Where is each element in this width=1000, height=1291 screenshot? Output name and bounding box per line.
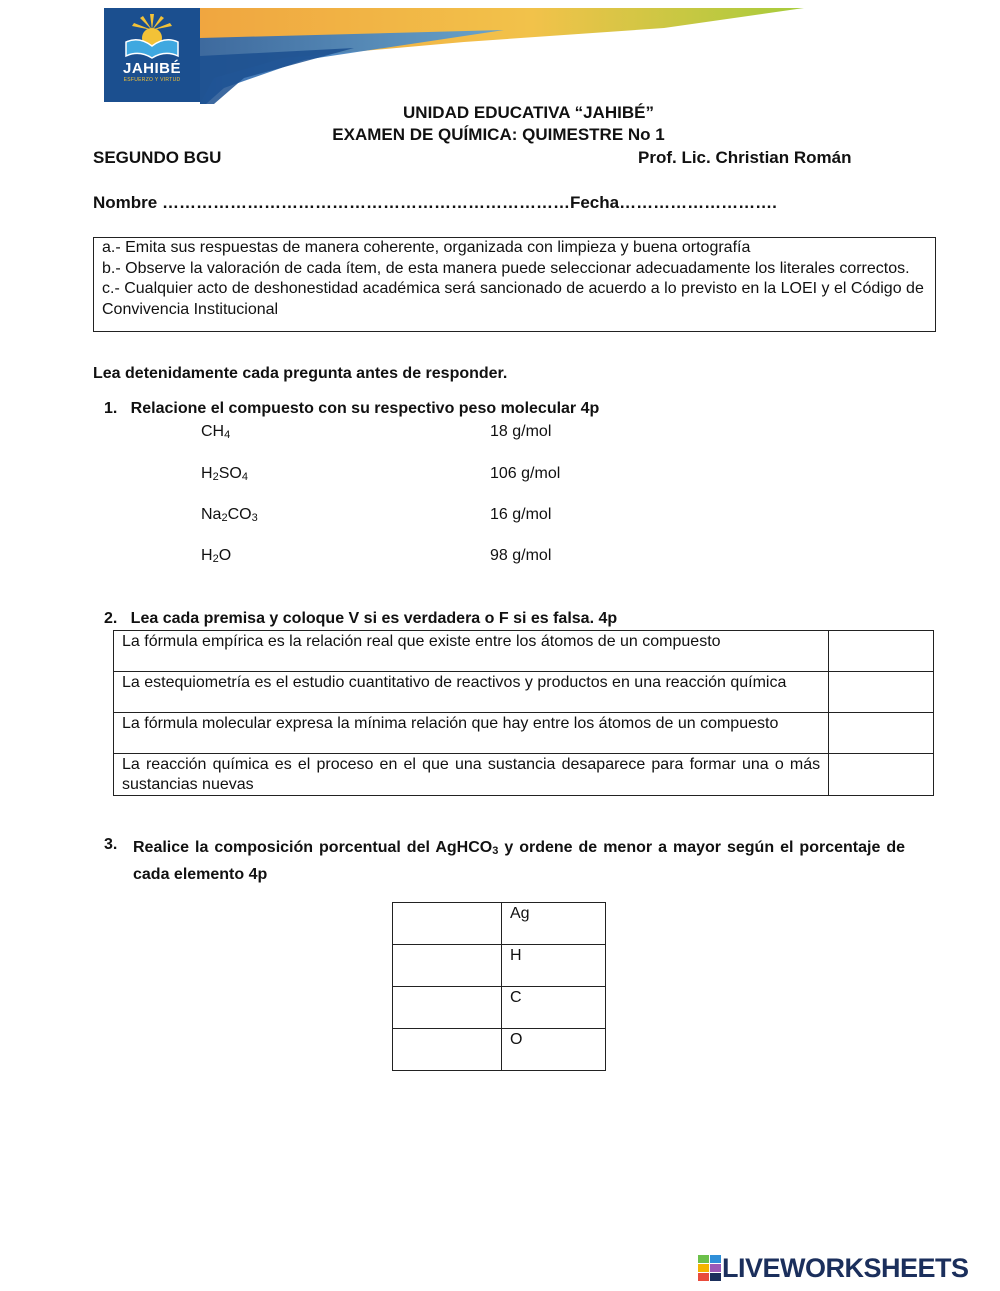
- sunrise-book-icon: [104, 8, 200, 68]
- table-row: [114, 713, 934, 754]
- liveworksheets-icon: [698, 1255, 722, 1281]
- composition-table: [392, 902, 606, 1071]
- statement-cell: La fórmula molecular expresa la mínima relación que hay entre los átomos de un compuesto: [114, 713, 829, 754]
- compound-h2so4[interactable]: $H_2SO_4$: [201, 465, 248, 483]
- question-3-label: Realice la composición porcentual del AgHCO$_3$ y ordene de menor a mayor según el porcentaje de cada elemento 4p: [133, 839, 905, 883]
- weight-option[interactable]: 106 g/mol: [490, 465, 561, 482]
- answer-input[interactable]: [829, 713, 934, 754]
- header-banner: [104, 8, 804, 104]
- element-cell: H: [502, 945, 606, 987]
- liveworksheets-logo: [698, 1252, 969, 1284]
- logo-motto: ESFUERZO Y VIRTUD: [123, 77, 181, 83]
- question-1-label: 1. Relacione el compuesto con su respectivo peso molecular 4p: [104, 400, 600, 417]
- percentage-input[interactable]: [393, 1029, 502, 1071]
- compound-h2o[interactable]: $H_2O$: [201, 547, 232, 565]
- statement-cell: La reacción química es el proceso en el que una sustancia desaparece para formar una o más sustancias nuevas: [114, 754, 829, 796]
- table-row: [114, 631, 934, 672]
- table-row: [393, 1029, 606, 1071]
- weight-option[interactable]: 18 g/mol: [490, 423, 552, 440]
- percentage-input[interactable]: [393, 903, 502, 945]
- instruction-item: a.- Emita sus respuestas de manera coherente, organizada con limpieza y buena ortografía: [102, 239, 751, 256]
- statement-cell: La estequiometría es el estudio cuantitativo de reactivos y productos en una reacción química: [114, 672, 829, 713]
- table-row: [393, 945, 606, 987]
- percentage-input[interactable]: [393, 945, 502, 987]
- percentage-input[interactable]: [393, 987, 502, 1029]
- element-cell: Ag: [502, 903, 606, 945]
- school-title: UNIDAD EDUCATIVA “JAHIBÉ”: [403, 103, 654, 122]
- exam-title: EXAMEN DE QUÍMICA: QUIMESTRE No 1: [332, 125, 665, 144]
- instruction-item: b.- Observe la valoración de cada ítem, de esta manera puede seleccionar adecuadamente los literales correctos.: [102, 259, 910, 277]
- course-label: SEGUNDO BGU: [93, 148, 222, 167]
- element-cell: O: [502, 1029, 606, 1071]
- compound-na2co3[interactable]: $Na_2CO_3$: [201, 506, 258, 524]
- question-2-label: 2. Lea cada premisa y coloque V si es verdadera o F si es falsa. 4p: [104, 610, 618, 627]
- weight-option[interactable]: 16 g/mol: [490, 506, 552, 523]
- liveworksheets-wordmark: LIVEWORKSHEETS: [722, 1252, 969, 1283]
- intro-text: Lea detenidamente cada pregunta antes de responder.: [93, 365, 508, 382]
- weight-option[interactable]: 98 g/mol: [490, 547, 552, 564]
- question-3-number: 3.: [104, 836, 118, 853]
- table-row: [114, 672, 934, 713]
- instructions-box: [93, 237, 936, 332]
- statement-cell: La fórmula empírica es la relación real que existe entre los átomos de un compuesto: [114, 631, 829, 672]
- answer-input[interactable]: [829, 754, 934, 796]
- name-date-line[interactable]: Nombre ………………………………………………………………Fecha……………………….: [93, 193, 777, 212]
- answer-input[interactable]: [829, 631, 934, 672]
- element-cell: C: [502, 987, 606, 1029]
- table-row: [393, 987, 606, 1029]
- school-logo: [104, 8, 200, 102]
- compound-ch4[interactable]: $CH_4$: [201, 423, 231, 441]
- table-row: [393, 903, 606, 945]
- answer-input[interactable]: [829, 672, 934, 713]
- instruction-item: c.- Cualquier acto de deshonestidad académica será sancionado de acuerdo a lo previsto en la LOEI y el Código de Convivencia Institucional: [102, 280, 924, 318]
- table-row: [114, 754, 934, 796]
- teacher-label: Prof. Lic. Christian Román: [638, 148, 852, 167]
- logo-wordmark: JAHIBÉ: [122, 60, 181, 77]
- true-false-table: [113, 630, 934, 796]
